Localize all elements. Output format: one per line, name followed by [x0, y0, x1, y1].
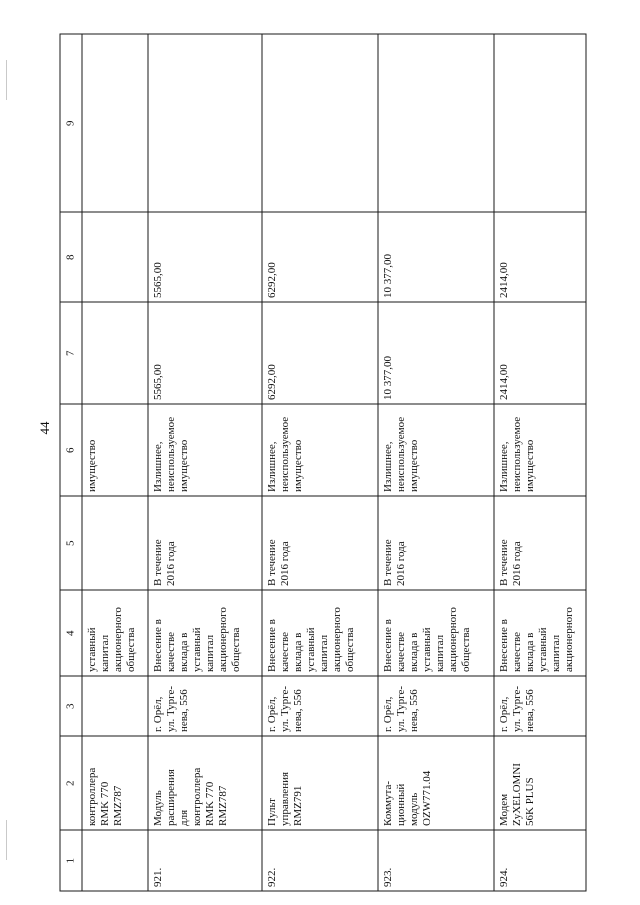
- value-col-8: 6292,00: [266, 262, 278, 298]
- item-status: Излишнее, неиспользуемое имущество: [152, 416, 190, 492]
- column-header: 6: [64, 447, 77, 453]
- item-status: Излишнее, неиспользуемое имущество: [498, 416, 536, 492]
- value-col-7: 5565,00: [152, 364, 164, 400]
- row-number: 922.: [266, 867, 278, 887]
- transfer-period: В течение 2016 года: [382, 539, 407, 586]
- column-header: 8: [64, 254, 77, 260]
- page-number: 44: [37, 421, 52, 435]
- item-location: г. Орёл, ул. Турге- нева, 556: [498, 685, 536, 732]
- item-name: Модуль расширения для контроллера RMK 770 RMZ787: [152, 767, 229, 826]
- row-number: 923.: [382, 867, 394, 887]
- column-header: 3: [64, 703, 77, 709]
- item-name: Пульт управления RMZ791: [266, 771, 304, 826]
- column-header: 7: [64, 350, 77, 356]
- table-cell: уставный капитал акционерного общества: [86, 607, 137, 672]
- row-number: 924.: [498, 867, 510, 887]
- transfer-period: В течение 2016 года: [498, 539, 523, 586]
- value-col-8: 2414,00: [498, 262, 510, 298]
- transfer-basis: Внесение в качестве вклада в уставный капитал акционерного общества: [382, 607, 472, 672]
- transfer-period: В течение 2016 года: [152, 539, 177, 586]
- item-location: г. Орёл, ул. Турге- нева, 556: [152, 685, 190, 732]
- value-col-7: 2414,00: [498, 364, 510, 400]
- table-cell: контроллера RMK 770 RMZ787: [86, 767, 124, 826]
- transfer-basis: Внесение в качестве вклада в уставный капитал акционерного общества: [152, 607, 242, 672]
- value-col-8: 5565,00: [152, 262, 164, 298]
- transfer-basis: Внесение в качестве вклада в уставный капитал акционерного: [498, 607, 575, 672]
- transfer-basis: Внесение в качестве вклада в уставный капитал акционерного общества: [266, 607, 356, 672]
- column-header: 5: [64, 540, 77, 546]
- transfer-period: В течение 2016 года: [266, 539, 291, 586]
- item-name: Модем ZyXELOMNI 56K PLUS: [498, 763, 536, 826]
- column-header: 9: [64, 120, 77, 126]
- value-col-8: 10 377,00: [382, 254, 394, 298]
- item-name: Коммута- ционный модуль OZW771.04: [382, 770, 433, 826]
- item-location: г. Орёл, ул. Турге- нева, 556: [382, 685, 420, 732]
- value-col-7: 10 377,00: [382, 356, 394, 400]
- column-header: 1: [64, 858, 77, 864]
- table-cell: имущество: [86, 439, 98, 492]
- row-number: 921.: [152, 867, 164, 887]
- item-status: Излишнее, неиспользуемое имущество: [266, 416, 304, 492]
- item-location: г. Орёл, ул. Турге- нева, 556: [266, 685, 304, 732]
- column-header: 4: [64, 630, 77, 636]
- column-header: 2: [64, 780, 77, 786]
- value-col-7: 6292,00: [266, 364, 278, 400]
- item-status: Излишнее, неиспользуемое имущество: [382, 416, 420, 492]
